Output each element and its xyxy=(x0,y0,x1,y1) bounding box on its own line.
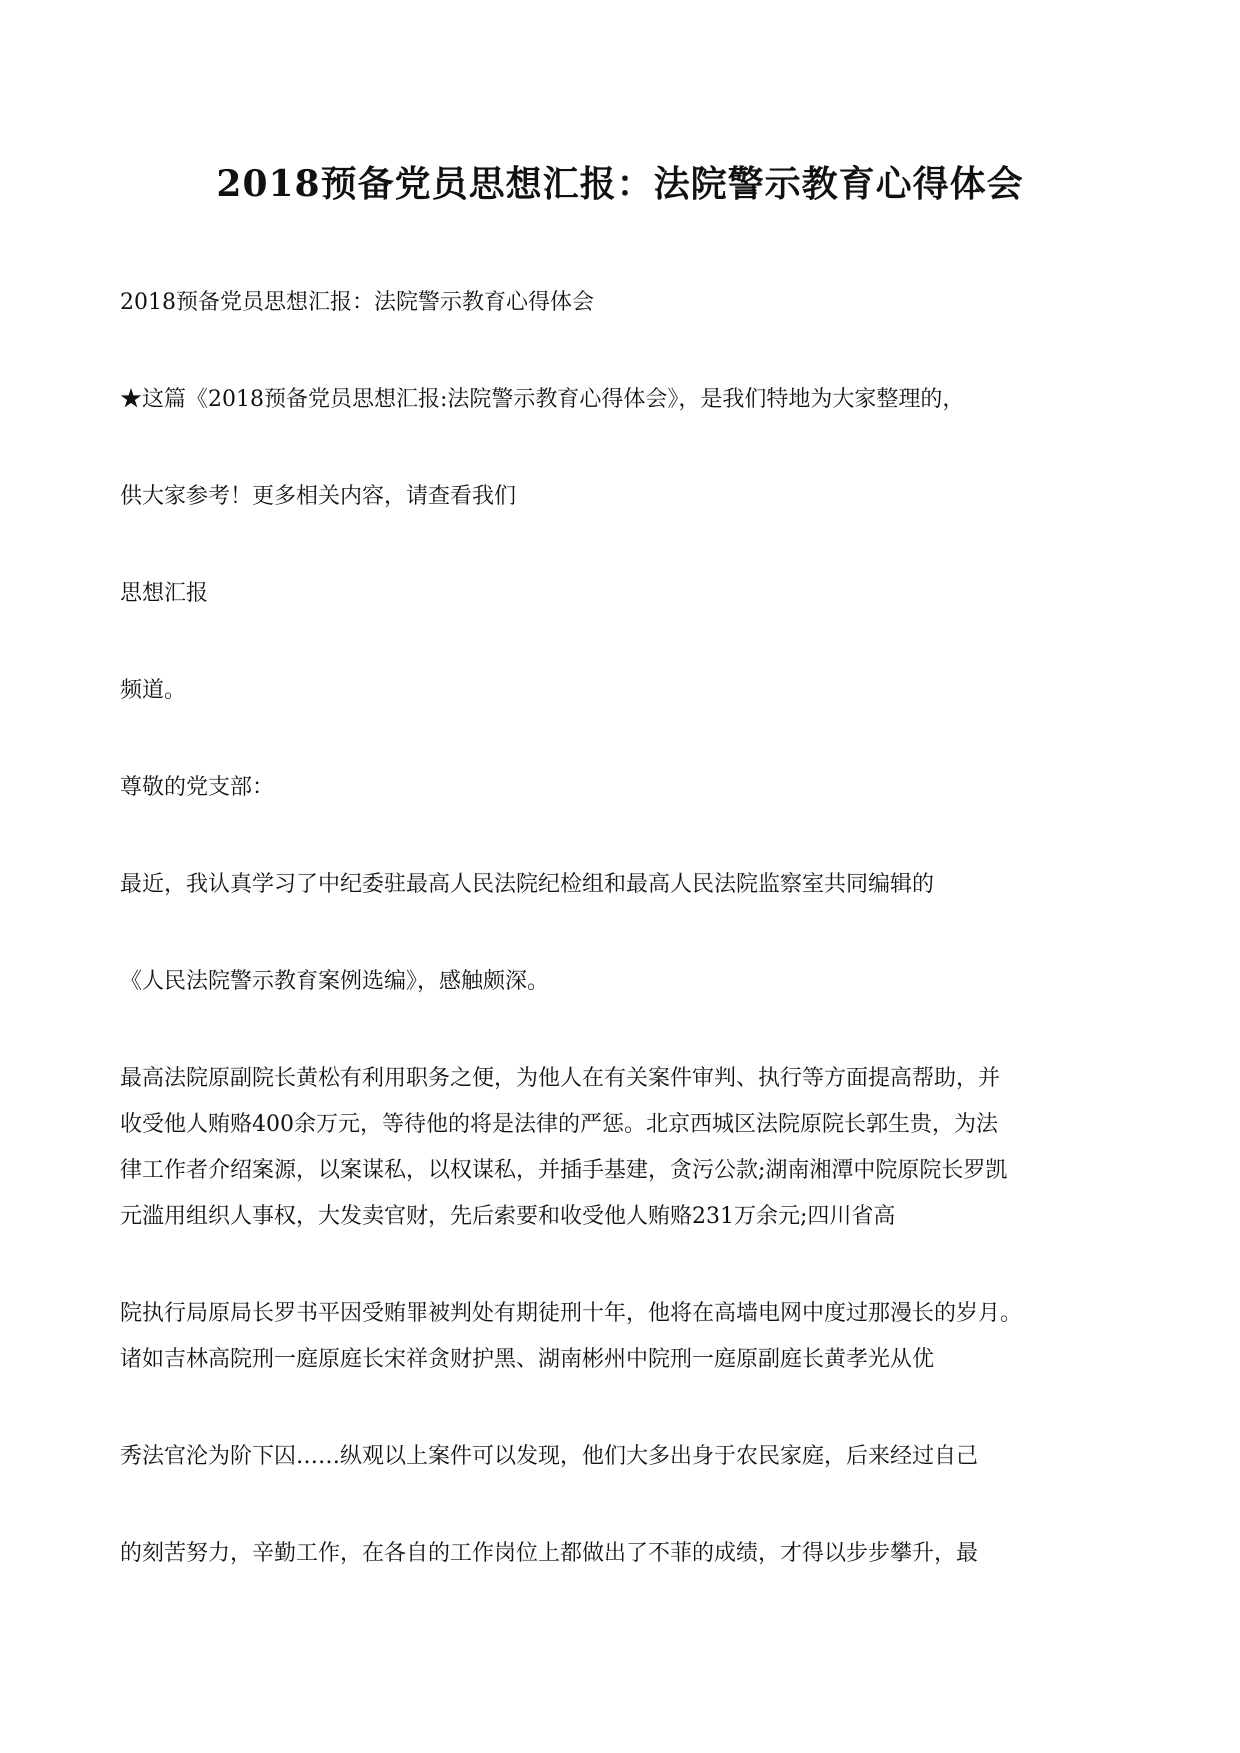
body-line: 《人民法院警示教育案例选编》，感触颇深。 xyxy=(120,969,550,994)
body-line: 元滥用组织人事权，大发卖官财，先后索要和收受他人贿赂231万余元;四川省高 xyxy=(120,1204,896,1229)
document-title: 2018预备党员思想汇报：法院警示教育心得体会 xyxy=(216,163,1024,205)
body-line: 律工作者介绍案源，以案谋私，以权谋私，并插手基建，贪污公款;湖南湘潭中院原院长罗凯 xyxy=(120,1158,1008,1183)
body-line: 最高法院原副院长黄松有利用职务之便，为他人在有关案件审判、执行等方面提高帮助，并 xyxy=(120,1066,1001,1091)
body-line: 收受他人贿赂400余万元，等待他的将是法律的严惩。北京西城区法院原院长郭生贵，为法 xyxy=(120,1112,998,1137)
body-line: 秀法官沦为阶下囚……纵观以上案件可以发现，他们大多出身于农民家庭，后来经过自己 xyxy=(120,1444,979,1469)
salutation: 尊敬的党支部： xyxy=(120,775,275,800)
intro-line-1: ★这篇《2018预备党员思想汇报:法院警示教育心得体会》，是我们特地为大家整理的， xyxy=(120,387,965,412)
body-line: 院执行局原局长罗书平因受贿罪被判处有期徒刑十年，他将在高墙电网中度过那漫长的岁月。 xyxy=(120,1301,1023,1326)
body-line: 诸如吉林高院刑一庭原庭长宋祥贪财护黑、湖南彬州中院刑一庭原副庭长黄孝光从优 xyxy=(120,1347,935,1372)
subtitle-line: 2018预备党员思想汇报：法院警示教育心得体会 xyxy=(120,290,594,315)
body-line: 最近，我认真学习了中纪委驻最高人民法院纪检组和最高人民法院监察室共同编辑的 xyxy=(120,872,935,897)
body-line: 的刻苦努力，辛勤工作，在各自的工作岗位上都做出了不菲的成绩，才得以步步攀升，最 xyxy=(120,1541,979,1566)
intro-line-2: 供大家参考！更多相关内容，请查看我们 xyxy=(120,484,517,509)
channel-suffix: 频道。 xyxy=(120,678,187,703)
channel-name: 思想汇报 xyxy=(120,581,209,606)
